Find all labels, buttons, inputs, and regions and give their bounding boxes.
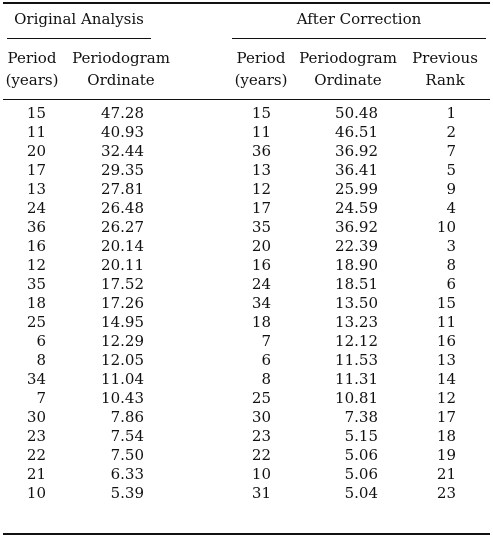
- cell-period-corrected: 7: [261, 332, 271, 350]
- cell-ordinate-original: 11.04: [101, 370, 144, 388]
- group-title-corrected: After Correction: [296, 10, 422, 28]
- cell-ordinate-original: 7.54: [110, 427, 144, 445]
- cell-ordinate-original: 7.86: [110, 408, 144, 426]
- cell-ordinate-corrected: 18.90: [335, 256, 378, 274]
- cell-ordinate-corrected: 18.51: [335, 275, 378, 293]
- cell-previous-rank: 15: [436, 294, 456, 312]
- cell-previous-rank: 13: [436, 351, 456, 369]
- cell-period-corrected: 25: [251, 389, 271, 407]
- cell-ordinate-original: 29.35: [101, 161, 144, 179]
- cell-period-corrected: 35: [251, 218, 271, 236]
- cell-ordinate-original: 7.50: [110, 446, 144, 464]
- cell-period-original: 6: [36, 332, 46, 350]
- cell-period-original: 24: [26, 199, 46, 217]
- cell-period-corrected: 17: [251, 199, 271, 217]
- cell-ordinate-original: 17.26: [101, 294, 144, 312]
- header-period-corrected: Period (years): [234, 49, 288, 89]
- table-bottom-rule: [3, 533, 490, 535]
- cell-previous-rank: 4: [446, 199, 456, 217]
- table-row: [0, 370, 493, 389]
- cell-ordinate-corrected: 36.92: [335, 142, 378, 160]
- cell-period-original: 15: [26, 104, 46, 122]
- cell-previous-rank: 2: [446, 123, 456, 141]
- cell-period-original: 13: [26, 180, 46, 198]
- cell-period-original: 17: [26, 161, 46, 179]
- cell-ordinate-original: 17.52: [101, 275, 144, 293]
- cell-period-original: 11: [26, 123, 46, 141]
- cell-ordinate-original: 20.14: [101, 237, 144, 255]
- cell-period-corrected: 36: [251, 142, 271, 160]
- table-row: [0, 484, 493, 503]
- cell-period-corrected: 6: [261, 351, 271, 369]
- table-row: [0, 161, 493, 180]
- cell-period-corrected: 11: [251, 123, 271, 141]
- cell-ordinate-corrected: 11.53: [335, 351, 378, 369]
- cell-ordinate-original: 20.11: [101, 256, 144, 274]
- table-row: [0, 465, 493, 484]
- cell-period-original: 35: [26, 275, 46, 293]
- table-row: [0, 313, 493, 332]
- cell-period-original: 12: [26, 256, 46, 274]
- table-row: [0, 408, 493, 427]
- cell-period-original: 23: [26, 427, 46, 445]
- group-rule-original: [7, 38, 151, 39]
- cell-previous-rank: 19: [436, 446, 456, 464]
- cell-previous-rank: 21: [436, 465, 456, 483]
- header-period-original: Period (years): [5, 49, 59, 89]
- cell-ordinate-corrected: 5.15: [344, 427, 378, 445]
- cell-period-corrected: 30: [251, 408, 271, 426]
- group-rule-corrected: [232, 38, 486, 39]
- cell-period-original: 22: [26, 446, 46, 464]
- cell-ordinate-original: 26.27: [101, 218, 144, 236]
- cell-period-corrected: 24: [251, 275, 271, 293]
- cell-ordinate-corrected: 5.06: [344, 465, 378, 483]
- cell-previous-rank: 11: [436, 313, 456, 331]
- cell-ordinate-original: 5.39: [110, 484, 144, 502]
- table-row: [0, 180, 493, 199]
- table-top-rule: [3, 2, 490, 4]
- cell-ordinate-original: 10.43: [101, 389, 144, 407]
- cell-ordinate-corrected: 22.39: [335, 237, 378, 255]
- cell-ordinate-original: 40.93: [101, 123, 144, 141]
- table-row: [0, 389, 493, 408]
- cell-period-original: 36: [26, 218, 46, 236]
- cell-ordinate-corrected: 5.06: [344, 446, 378, 464]
- cell-previous-rank: 12: [436, 389, 456, 407]
- cell-ordinate-original: 32.44: [101, 142, 144, 160]
- cell-previous-rank: 3: [446, 237, 456, 255]
- table-row: [0, 294, 493, 313]
- cell-ordinate-corrected: 11.31: [335, 370, 378, 388]
- cell-period-corrected: 16: [251, 256, 271, 274]
- cell-ordinate-corrected: 13.23: [335, 313, 378, 331]
- cell-previous-rank: 16: [436, 332, 456, 350]
- cell-previous-rank: 1: [446, 104, 456, 122]
- cell-ordinate-original: 12.05: [101, 351, 144, 369]
- header-ordinate-corrected: Periodogram Ordinate: [299, 49, 397, 89]
- cell-ordinate-original: 14.95: [101, 313, 144, 331]
- table-row: [0, 275, 493, 294]
- table-row: [0, 123, 493, 142]
- table-row: [0, 446, 493, 465]
- cell-ordinate-original: 26.48: [101, 199, 144, 217]
- cell-period-corrected: 18: [251, 313, 271, 331]
- table-row: [0, 332, 493, 351]
- cell-period-corrected: 20: [251, 237, 271, 255]
- cell-period-original: 8: [36, 351, 46, 369]
- cell-ordinate-corrected: 10.81: [335, 389, 378, 407]
- cell-previous-rank: 9: [446, 180, 456, 198]
- table-row: [0, 237, 493, 256]
- cell-period-original: 18: [26, 294, 46, 312]
- group-title-original: Original Analysis: [14, 10, 144, 28]
- cell-previous-rank: 7: [446, 142, 456, 160]
- cell-ordinate-original: 12.29: [101, 332, 144, 350]
- cell-period-corrected: 34: [251, 294, 271, 312]
- cell-period-original: 30: [26, 408, 46, 426]
- cell-previous-rank: 18: [436, 427, 456, 445]
- cell-ordinate-corrected: 50.48: [335, 104, 378, 122]
- cell-period-original: 21: [26, 465, 46, 483]
- cell-period-original: 34: [26, 370, 46, 388]
- table-row: [0, 104, 493, 123]
- cell-ordinate-corrected: 7.38: [344, 408, 378, 426]
- cell-period-original: 7: [36, 389, 46, 407]
- cell-ordinate-corrected: 36.92: [335, 218, 378, 236]
- cell-period-original: 25: [26, 313, 46, 331]
- cell-period-corrected: 22: [251, 446, 271, 464]
- cell-period-corrected: 12: [251, 180, 271, 198]
- table-row: [0, 142, 493, 161]
- cell-period-corrected: 10: [251, 465, 271, 483]
- cell-ordinate-corrected: 36.41: [335, 161, 378, 179]
- cell-previous-rank: 10: [436, 218, 456, 236]
- cell-previous-rank: 23: [436, 484, 456, 502]
- cell-period-corrected: 13: [251, 161, 271, 179]
- cell-previous-rank: 5: [446, 161, 456, 179]
- cell-ordinate-original: 27.81: [101, 180, 144, 198]
- cell-period-original: 16: [26, 237, 46, 255]
- cell-previous-rank: 17: [436, 408, 456, 426]
- cell-ordinate-original: 47.28: [101, 104, 144, 122]
- table-row: [0, 427, 493, 446]
- table-row: [0, 256, 493, 275]
- cell-ordinate-corrected: 46.51: [335, 123, 378, 141]
- cell-period-corrected: 15: [251, 104, 271, 122]
- cell-period-corrected: 8: [261, 370, 271, 388]
- cell-ordinate-corrected: 12.12: [335, 332, 378, 350]
- cell-ordinate-original: 6.33: [110, 465, 144, 483]
- cell-period-original: 10: [26, 484, 46, 502]
- cell-ordinate-corrected: 24.59: [335, 199, 378, 217]
- table-row: [0, 218, 493, 237]
- table-row: [0, 351, 493, 370]
- cell-period-original: 20: [26, 142, 46, 160]
- cell-ordinate-corrected: 5.04: [344, 484, 378, 502]
- cell-previous-rank: 8: [446, 256, 456, 274]
- table-row: [0, 199, 493, 218]
- cell-period-corrected: 31: [251, 484, 271, 502]
- cell-ordinate-corrected: 13.50: [335, 294, 378, 312]
- header-body-rule: [3, 99, 490, 100]
- cell-previous-rank: 14: [436, 370, 456, 388]
- header-previous-rank: Previous Rank: [412, 49, 478, 89]
- cell-period-corrected: 23: [251, 427, 271, 445]
- cell-previous-rank: 6: [446, 275, 456, 293]
- header-ordinate-original: Periodogram Ordinate: [72, 49, 170, 89]
- cell-ordinate-corrected: 25.99: [335, 180, 378, 198]
